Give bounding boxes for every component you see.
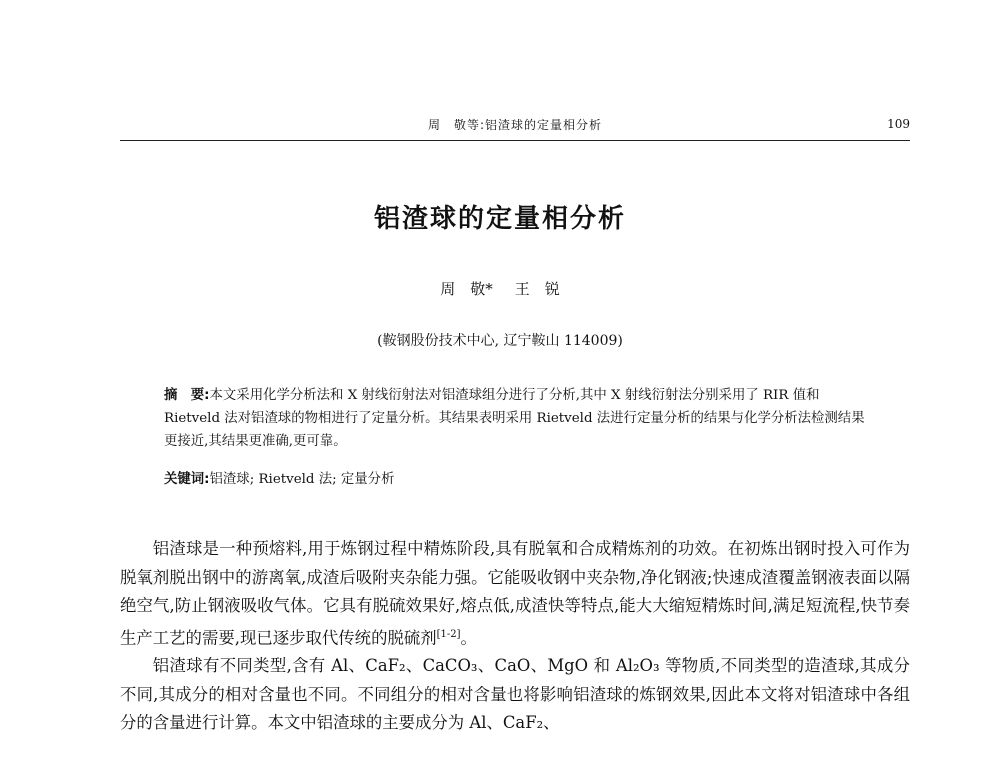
abstract	[164, 384, 870, 453]
author-2: 王 锐	[514, 280, 560, 298]
paragraph-1-end: 。	[460, 627, 477, 647]
citation-ref: [1-2]	[436, 628, 461, 640]
abstract-text: 本文采用化学分析法和 X 射线衍射法对铝渣球组分进行了分析,其中 X 射线衍射法分别采用了 RIR 值和 Rietveld 法对铝渣球的物相进行了定量分析。其结果表明采用 Rietveld 法进行定量分析的结果与化学分析法检测结果更接近,其结果更准确,更可靠。	[164, 388, 865, 449]
paragraph-1-text: 铝渣球是一种预熔料,用于炼钢过程中精炼阶段,具有脱氧和合成精炼剂的功效。在初炼出钢时投入可作为脱氧剂脱出钢中的游离氧,成渣后吸附夹杂能力强。它能吸收钢中夹杂物,净化钢液;快速成渣覆盖钢液表面以隔绝空气,防止钢液吸收气体。它具有脱硫效果好,熔点低,成渣快等特点,能大大缩短精炼时间,满足短流程,快节奏生产工艺的需要,现已逐步取代传统的脱硫剂	[120, 539, 910, 647]
running-title: 周 敬等:铝渣球的定量相分析	[427, 118, 603, 132]
authors	[0, 278, 1000, 299]
paragraph-2: 铝渣球有不同类型,含有 Al、CaF₂、CaCO₃、CaO、MgO 和 Al₂O₃ 等物质,不同类型的造渣球,其成分不同,其成分的相对含量也不同。不同组分的相对含量也将影响铝渣球的炼钢效果,因此本文将对铝渣球中各组分的含量进行计算。本文中铝渣球的主要成分为 Al、CaF₂、	[120, 656, 910, 733]
author-1: 周 敬*	[440, 280, 493, 298]
body-text	[120, 535, 910, 738]
running-header	[120, 116, 910, 141]
keywords	[164, 468, 870, 491]
abstract-label: 摘 要:	[164, 388, 210, 403]
article-title: 铝渣球的定量相分析	[373, 204, 626, 234]
affiliation: (鞍钢股份技术中心, 辽宁鞍山 114009)	[377, 333, 623, 349]
page-number: 109	[887, 117, 910, 131]
paragraph-1	[120, 535, 910, 652]
keywords-label: 关键词:	[164, 472, 210, 487]
keywords-text: 铝渣球; Rietveld 法; 定量分析	[209, 472, 395, 487]
